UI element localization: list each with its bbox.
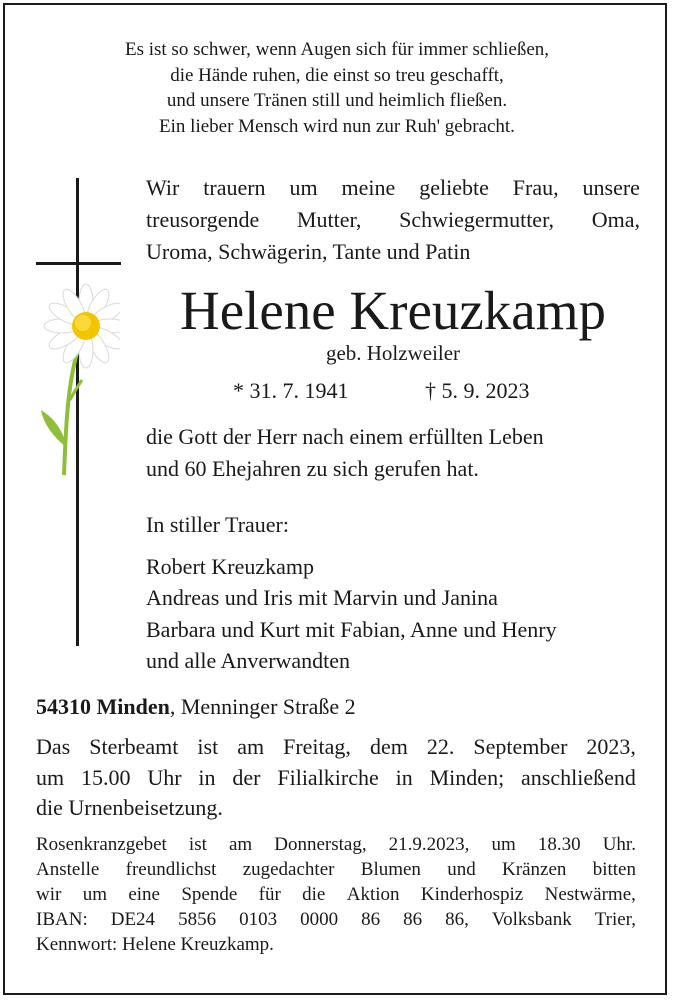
word: 86, bbox=[445, 909, 469, 930]
mourners-block bbox=[146, 509, 646, 677]
mourner-name: und alle Anverwandten bbox=[146, 648, 351, 673]
keyword-line: Kennwort: Helene Kreuzkamp. bbox=[36, 934, 274, 955]
word: Oma, bbox=[591, 207, 640, 232]
word: Anstelle bbox=[36, 859, 100, 880]
text-line: die Gott der Herr nach einem erfüllten Leben bbox=[146, 424, 544, 449]
called-home-text bbox=[146, 421, 640, 485]
notes-block bbox=[36, 832, 636, 957]
word: Uhr bbox=[147, 764, 182, 790]
word: 86 bbox=[403, 909, 423, 930]
word: Spende bbox=[181, 884, 238, 905]
word: eine bbox=[128, 884, 160, 905]
word: dem bbox=[369, 734, 408, 759]
word: 86 bbox=[361, 909, 381, 930]
deceased-name: Helene Kreuzkamp bbox=[179, 280, 607, 341]
intro-line-3: Uroma, Schwägerin, Tante und Patin bbox=[146, 239, 471, 264]
word: der bbox=[232, 764, 261, 790]
mourners-heading: In stiller Trauer: bbox=[146, 512, 289, 537]
word: Schwiegermutter, bbox=[399, 207, 555, 232]
word: anschließend bbox=[521, 764, 636, 790]
cross-horizontal-bar bbox=[36, 262, 121, 265]
intro-line-2 bbox=[146, 204, 640, 236]
word: freundlichst bbox=[125, 859, 217, 880]
word: um bbox=[289, 175, 318, 200]
word: Minden; bbox=[429, 764, 505, 790]
word: zugedachter bbox=[242, 859, 335, 880]
word: Wir bbox=[146, 175, 180, 200]
mourner-name: Barbara und Kurt mit Fabian, Anne und Henry bbox=[146, 616, 557, 642]
word: Kinderhospiz bbox=[420, 884, 524, 905]
service-info bbox=[36, 732, 636, 824]
word: September bbox=[473, 734, 568, 759]
address-city: 54310 Minden bbox=[36, 694, 170, 719]
word: 0103 bbox=[239, 909, 278, 930]
word: treusorgende bbox=[146, 207, 260, 232]
word: 5856 bbox=[178, 909, 217, 930]
word: Kränzen bbox=[502, 859, 567, 880]
intro-text bbox=[146, 172, 640, 268]
address bbox=[36, 692, 356, 722]
poem-line: und unsere Tränen still und heimlich fließen. bbox=[166, 90, 508, 111]
poem-line: die Hände ruhen, die einst so treu geschafft, bbox=[170, 64, 504, 86]
word: ist bbox=[188, 834, 207, 855]
poem bbox=[0, 37, 674, 139]
word: in bbox=[395, 764, 413, 790]
mourner-name: Andreas und Iris mit Marvin und Janina bbox=[146, 585, 498, 610]
word: Das bbox=[36, 734, 71, 759]
word: am bbox=[228, 834, 253, 855]
word: DE24 bbox=[110, 909, 156, 930]
text-line: und 60 Ehejahren zu sich gerufen hat. bbox=[146, 456, 479, 481]
maiden-name: geb. Holzweiler bbox=[325, 341, 461, 365]
word: Uhr. bbox=[602, 834, 636, 855]
service-line-1 bbox=[36, 732, 636, 763]
word: Donnerstag, bbox=[274, 834, 367, 855]
word: und bbox=[447, 859, 476, 880]
word: 0000 bbox=[300, 909, 339, 930]
intro-line-1 bbox=[146, 172, 640, 204]
word: Rosenkranzgebet bbox=[36, 834, 167, 855]
word: Filialkirche bbox=[277, 764, 379, 790]
donation-line-1 bbox=[36, 857, 636, 882]
word: 21.9.2023, bbox=[388, 834, 470, 855]
death-date: † 5. 9. 2023 bbox=[425, 378, 530, 403]
rosary-line bbox=[36, 832, 636, 857]
mourner-name: Robert Kreuzkamp bbox=[146, 553, 314, 579]
word: Aktion bbox=[346, 884, 400, 905]
word: 22. bbox=[426, 734, 455, 759]
word: trauern bbox=[203, 175, 266, 200]
word: 2023, bbox=[586, 734, 636, 759]
word: unsere bbox=[582, 175, 640, 200]
word: Volksbank bbox=[491, 909, 572, 930]
birth-date: * 31. 7. 1941 bbox=[233, 378, 349, 403]
donation-line-2 bbox=[36, 882, 636, 907]
word: die bbox=[302, 884, 326, 905]
word: Mutter, bbox=[296, 207, 362, 232]
word: Nestwärme, bbox=[544, 884, 636, 905]
word: 15.00 bbox=[80, 764, 131, 790]
iban-line bbox=[36, 907, 636, 932]
word: für bbox=[258, 884, 281, 905]
address-street: , Menninger Straße 2 bbox=[169, 694, 356, 719]
word: am bbox=[237, 734, 265, 759]
word: geliebte bbox=[419, 175, 489, 200]
word: um bbox=[36, 764, 65, 790]
word: ist bbox=[197, 734, 219, 759]
word: IBAN: bbox=[36, 909, 88, 930]
word: Blumen bbox=[360, 859, 421, 880]
service-line-3: die Urnenbeisetzung. bbox=[36, 795, 223, 820]
word: Sterbeamt bbox=[89, 734, 179, 759]
word: wir bbox=[36, 884, 62, 905]
poem-line: Ein lieber Mensch wird nun zur Ruh' gebracht. bbox=[159, 115, 515, 137]
poem-line: Es ist so schwer, wenn Augen sich für immer schließen, bbox=[124, 39, 549, 60]
word: Frau, bbox=[512, 175, 559, 200]
service-line-2 bbox=[36, 763, 636, 794]
word: 18.30 bbox=[537, 834, 581, 855]
word: Trier, bbox=[594, 909, 636, 930]
word: um bbox=[82, 884, 107, 905]
word: um bbox=[491, 834, 516, 855]
word: meine bbox=[341, 175, 396, 200]
word: bitten bbox=[592, 859, 636, 880]
word: Freitag, bbox=[283, 734, 351, 759]
word: in bbox=[198, 764, 216, 790]
daisy-icon bbox=[30, 280, 120, 480]
